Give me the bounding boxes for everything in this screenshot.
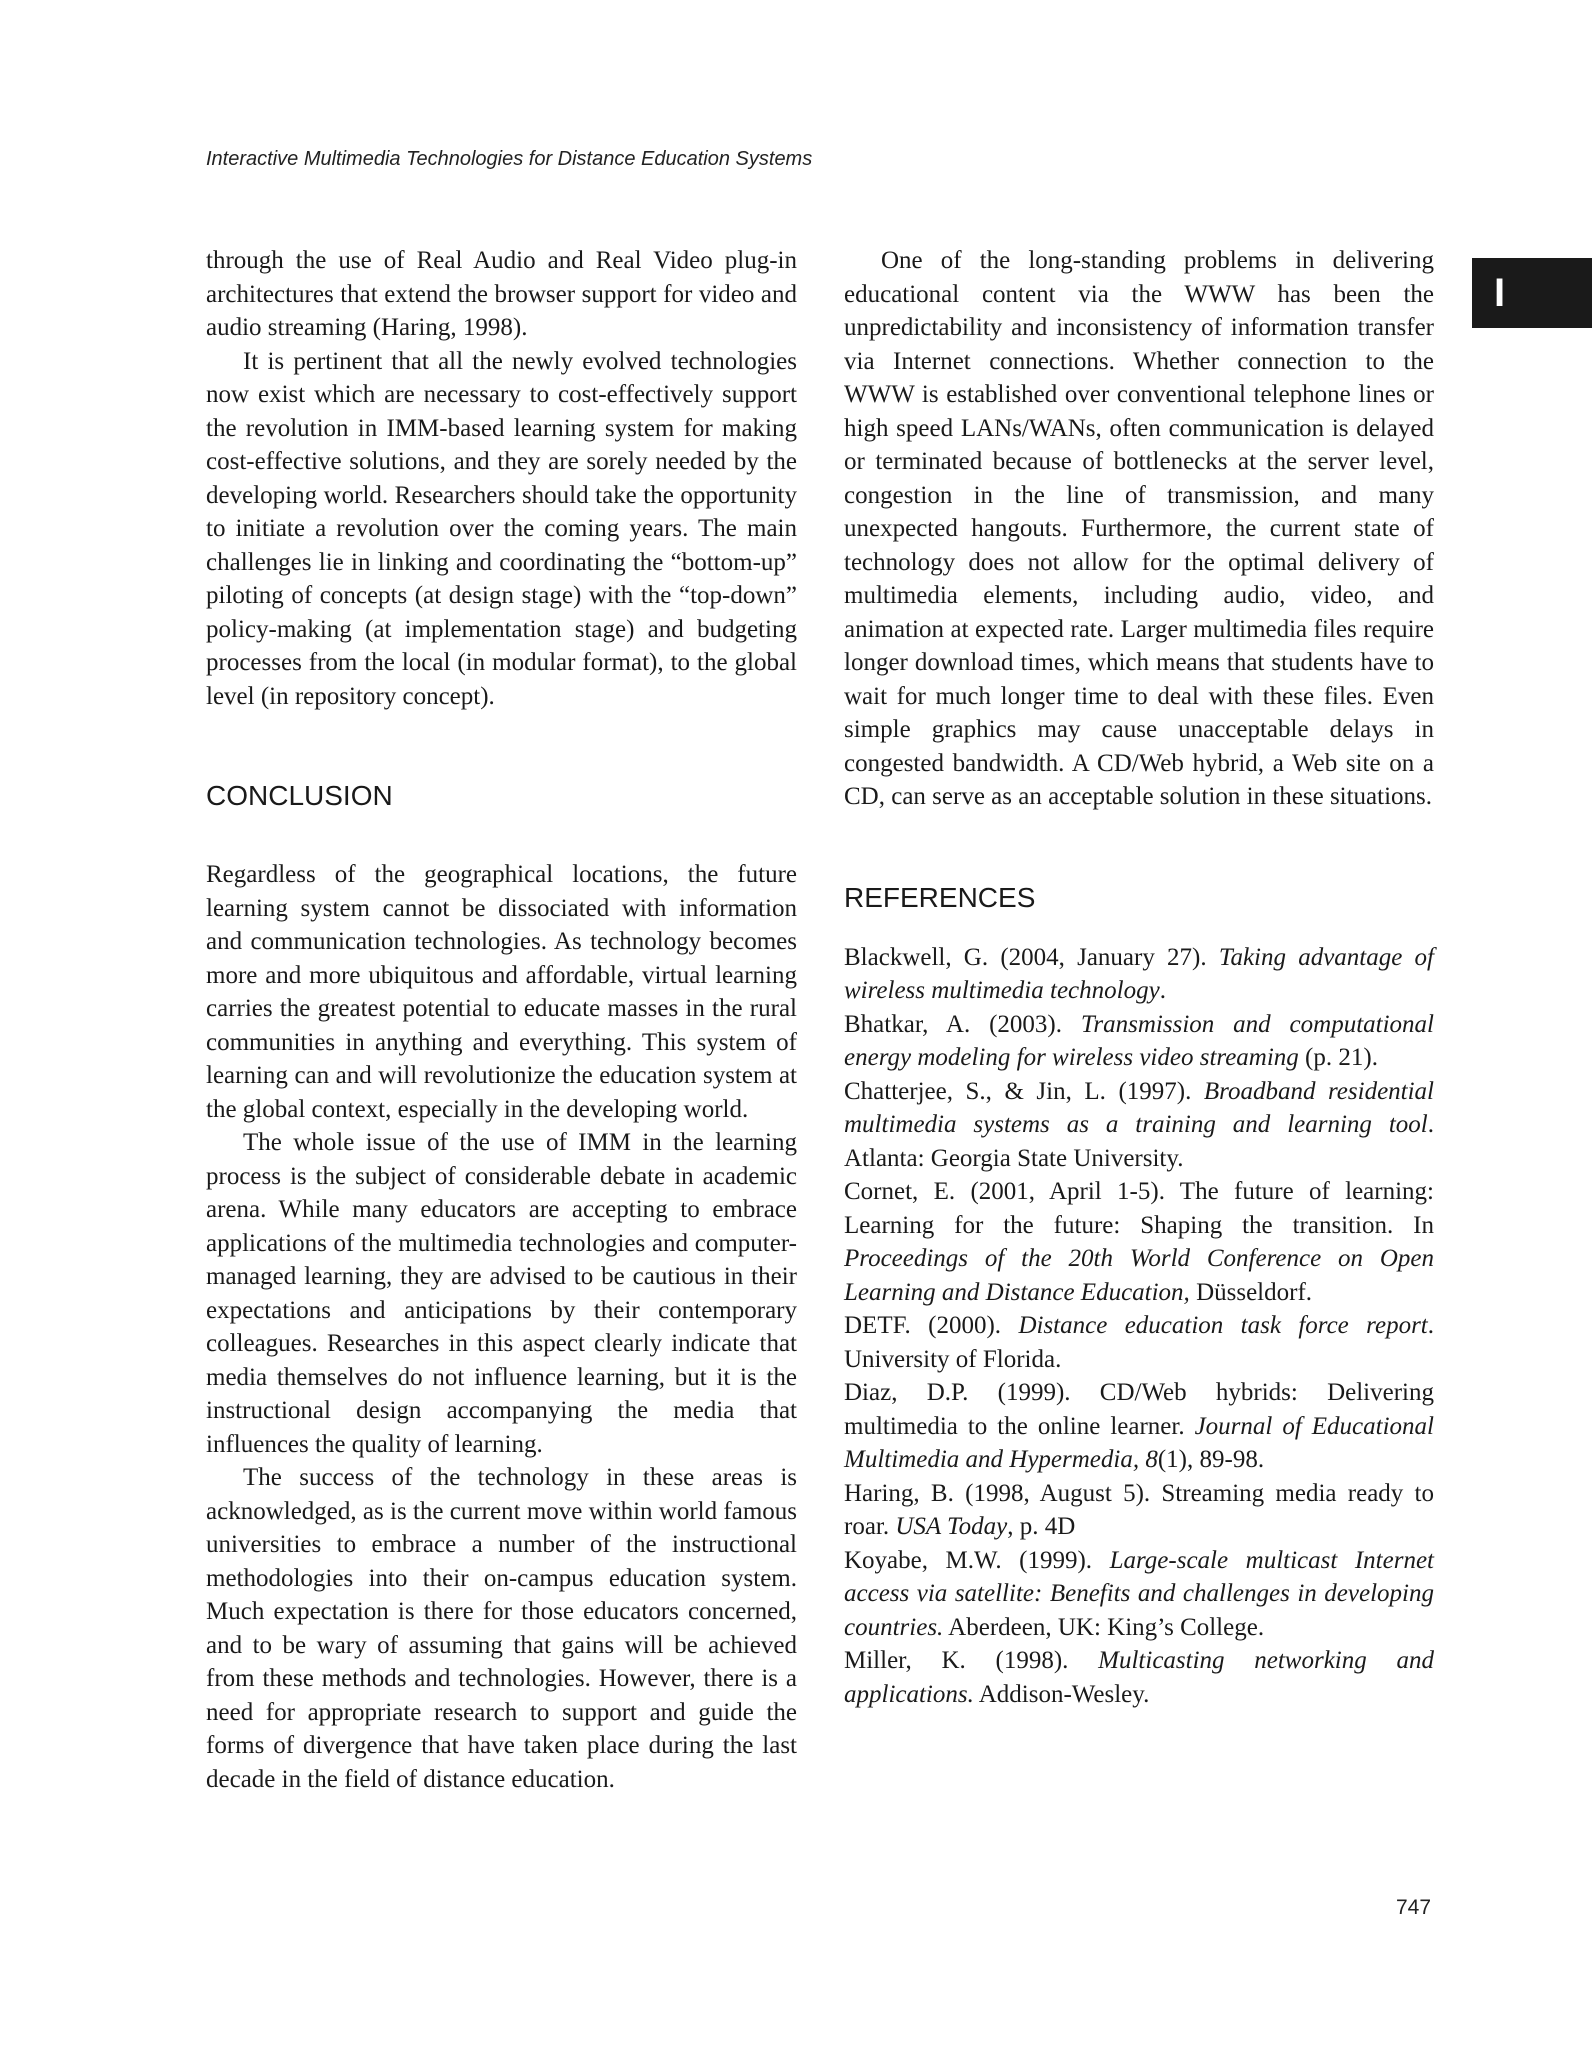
paragraph: through the use of Real Audio and Real Video plug-in architectures that extend the browser support for video and audio streaming (Haring, 1998). [206, 247, 797, 341]
references-heading: REFERENCES [844, 881, 1036, 913]
right-column [844, 244, 1434, 1711]
paragraph: The whole issue of the use of IMM in the learning process is the subject of considerable debate in academic arena. While many educators are accepting to embrace applications of the multimedia technologies and computer-managed learning, they are advised to be cautious in their expectations and anticipations by their contemporary colleagues. Researches in this aspect clearly indicate that media themselves do not influence learning, but it is the instructional design accompanying the media that influences the quality of learning. [206, 1129, 797, 1458]
reference-item: Bhatkar, A. (2003). Transmission and computational energy modeling for wireless video streaming (p. 21). [844, 1010, 1434, 1071]
reference-item: Cornet, E. (2001, April 1-5). The future of learning: Learning for the future: Shaping the transition. In Proceedings of the 20th World Conference on Open Learning and Distance Education, Düsseldorf. [844, 1178, 1434, 1306]
running-header: Interactive Multimedia Technologies for Distance Education Systems [206, 148, 813, 170]
reference-item: Chatterjee, S., & Jin, L. (1997). Broadband residential multimedia systems as a training and learning tool. Atlanta: Georgia State University. [844, 1077, 1435, 1172]
paragraph: The success of the technology in these areas is acknowledged, as is the current move within world famous universities to embrace a number of the instructional methodologies into their on-campus education system. Much expectation is there for those educators concerned, and to be wary of assuming that gains will be achieved from these methods and technologies. However, there is a need for appropriate research to support and guide the forms of divergence that have taken place during the last decade in the field of distance education. [206, 1464, 797, 1793]
reference-item: Diaz, D.P. (1999). CD/Web hybrids: Delivering multimedia to the online learner. Journal of Educational Multimedia and Hypermedia, 8(1), 89-98. [844, 1379, 1434, 1473]
reference-item: Blackwell, G. (2004, January 27). Taking advantage of wireless multimedia technology. [844, 943, 1434, 1004]
reference-item: Haring, B. (1998, August 5). Streaming media ready to roar. USA Today, p. 4D [844, 1479, 1434, 1540]
left-column [206, 244, 797, 1796]
page-number: 747 [1396, 1896, 1432, 1919]
reference-item: DETF. (2000). Distance education task force report. University of Florida. [844, 1312, 1434, 1373]
reference-item: Miller, K. (1998). Multicasting networking and applications. Addison-Wesley. [844, 1647, 1434, 1708]
conclusion-heading: CONCLUSION [206, 780, 393, 811]
paragraph: It is pertinent that all the newly evolved technologies now exist which are necessary to cost-effectively support the revolution in IMM-based learning system for making cost-effective solutions, and they are sorely needed by the developing world. Researchers should take the opportunity to initiate a revolution over the coming years. The main challenges lie in linking and coordinating the “bottom-up” piloting of concepts (at design stage) with the “top-down” policy-making (at implementation stage) and budgeting processes from the local (in modular format), to the global level (in repository concept). [206, 347, 797, 710]
section-thumb-tab: I [1472, 258, 1592, 328]
reference-item: Koyabe, M.W. (1999). Large-scale multicast Internet access via satellite: Benefits and challenges in developing countries. Aberdeen, UK: King’s College. [844, 1546, 1434, 1641]
paragraph: Regardless of the geographical locations, the future learning system cannot be dissociated with information and communication technologies. As technology becomes more and more ubiquitous and affordable, virtual learning carries the greatest potential to educate masses in the rural communities in anything and everything. This system of learning can and will revolutionize the education system at the global context, especially in the developing world. [206, 861, 797, 1123]
paragraph: One of the long-standing problems in delivering educational content via the WWW has been the unpredictability and inconsistency of information transfer via Internet connections. Whether connection to the WWW is established over conventional telephone lines or high speed LANs/WANs, often communication is delayed or terminated because of bottlenecks at the server level, congestion in the line of transmission, and many unexpected hangouts. Furthermore, the current state of technology does not allow for the optimal delivery of multimedia elements, including audio, video, and animation at expected rate. Larger multimedia files require longer download times, which means that students have to wait for much longer time to deal with these files. Even simple graphics may cause unacceptable delays in congested bandwidth. A CD/Web hybrid, a Web site on a CD, can serve as an acceptable solution in these situations. [844, 247, 1434, 810]
